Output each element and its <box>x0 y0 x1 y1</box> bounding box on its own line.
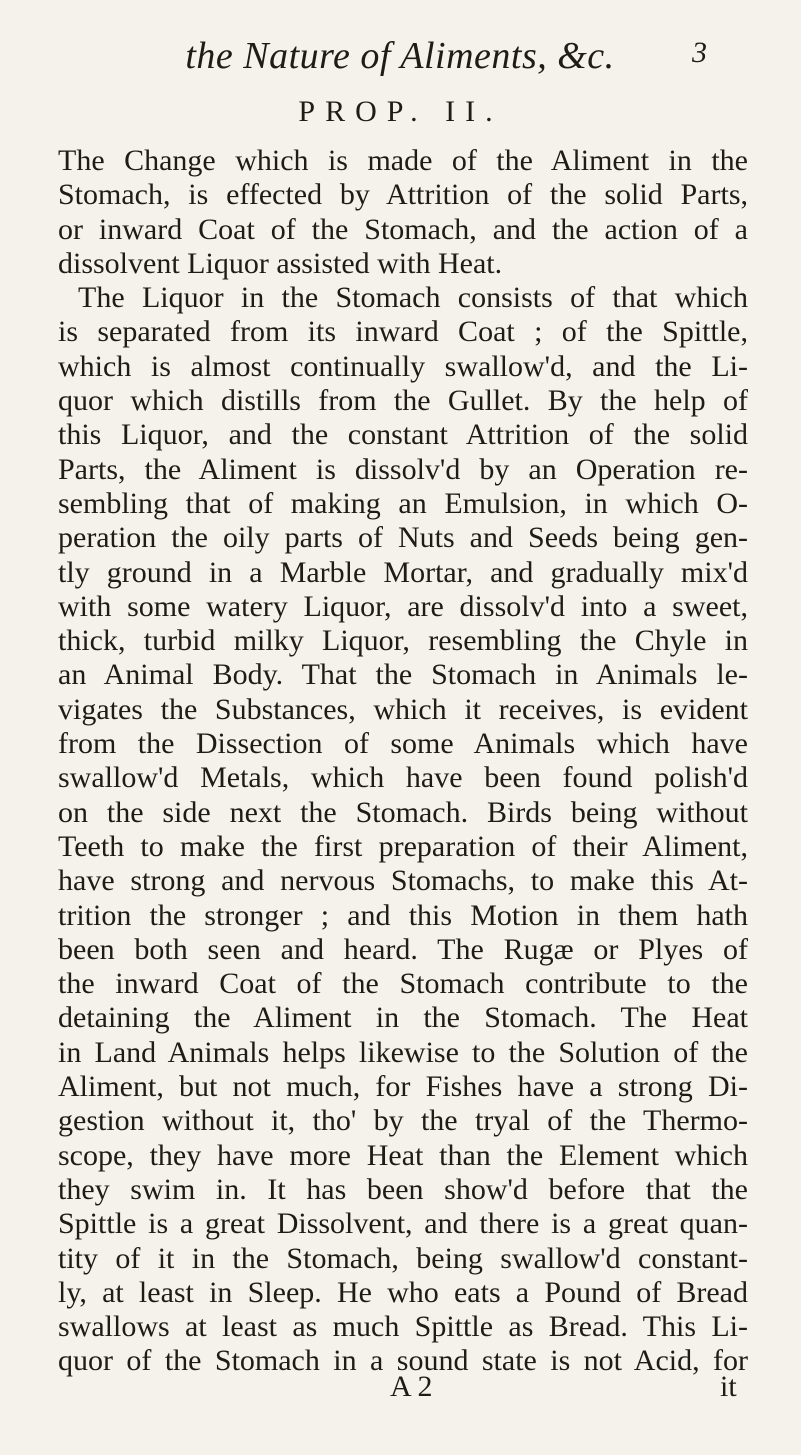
text-line: vigates the Substances, which it receives, is evident <box>58 692 748 726</box>
text-line: dissolvent Liquor assisted with Heat. <box>58 246 503 280</box>
page-number: 3 <box>692 36 707 69</box>
text-line: gestion without it, tho' by the tryal of the Thermo- <box>58 1104 748 1138</box>
text-line: swallow'd Metals, which have been found polish'd <box>58 761 748 795</box>
text-line: Spittle is a great Dissolvent, and there is a great quan- <box>58 1207 748 1241</box>
text-line: The Liquor in the Stomach consists of that which <box>78 281 748 315</box>
text-line: detaining the Aliment in the Stomach. The Heat <box>58 1001 748 1035</box>
running-head: the Nature of Aliments, &c. <box>185 35 615 77</box>
text-line: which is almost continually swallow'd, and the Li- <box>58 349 748 383</box>
text-line: tity of it in the Stomach, being swallow'd constant- <box>58 1241 748 1275</box>
text-line: quor of the Stomach in a sound state is not Acid, for <box>58 1344 748 1378</box>
text-line: ly, at least in Sleep. He who eats a Pound of Bread <box>58 1275 748 1309</box>
text-line: with some watery Liquor, are dissolv'd into a sweet, <box>58 589 748 623</box>
body-text <box>58 144 748 1379</box>
text-line: is separated from its inward Coat ; of the Spittle, <box>58 315 748 349</box>
text-line: scope, they have more Heat than the Element which <box>58 1138 748 1172</box>
text-line: trition the stronger ; and this Motion in them hath <box>58 898 748 932</box>
text-line: been both seen and heard. The Rugæ or Plyes of <box>58 932 748 966</box>
text-line: or inward Coat of the Stomach, and the action of a <box>58 212 748 246</box>
text-line: thick, turbid milky Liquor, resembling the Chyle in <box>58 624 748 658</box>
text-line: have strong and nervous Stomachs, to make this At- <box>58 864 748 898</box>
catchword: it <box>720 1370 737 1403</box>
text-line: on the side next the Stomach. Birds being without <box>58 795 748 829</box>
text-line: swallows at least as much Spittle as Bread. This Li- <box>58 1310 748 1344</box>
text-line: quor which distills from the Gullet. By the help of <box>58 384 748 418</box>
text-line: in Land Animals helps likewise to the Solution of the <box>58 1035 748 1069</box>
text-line: peration the oily parts of Nuts and Seeds being gen- <box>58 521 748 555</box>
text-line: Aliment, but not much, for Fishes have a strong Di- <box>58 1070 748 1104</box>
signature-mark: A 2 <box>390 1370 433 1403</box>
text-line: from the Dissection of some Animals which have <box>58 727 748 761</box>
text-line: Parts, the Aliment is dissolv'd by an Operation re- <box>58 452 748 486</box>
text-line: the inward Coat of the Stomach contribute to the <box>58 967 748 1001</box>
text-line: sembling that of making an Emulsion, in which O- <box>58 486 748 520</box>
text-line: The Change which is made of the Aliment in the <box>58 144 748 177</box>
text-line: Stomach, is effected by Attrition of the solid Parts, <box>58 178 748 212</box>
proposition-heading: PROP. II. <box>298 95 503 128</box>
text-line: Teeth to make the first preparation of their Aliment, <box>58 829 748 863</box>
text-line: an Animal Body. That the Stomach in Animals le- <box>58 658 748 692</box>
text-line: this Liquor, and the constant Attrition of the solid <box>58 418 748 452</box>
text-line: they swim in. It has been show'd before that the <box>58 1172 748 1206</box>
page-footer <box>0 1370 801 1404</box>
text-line: tly ground in a Marble Mortar, and gradually mix'd <box>58 555 748 589</box>
